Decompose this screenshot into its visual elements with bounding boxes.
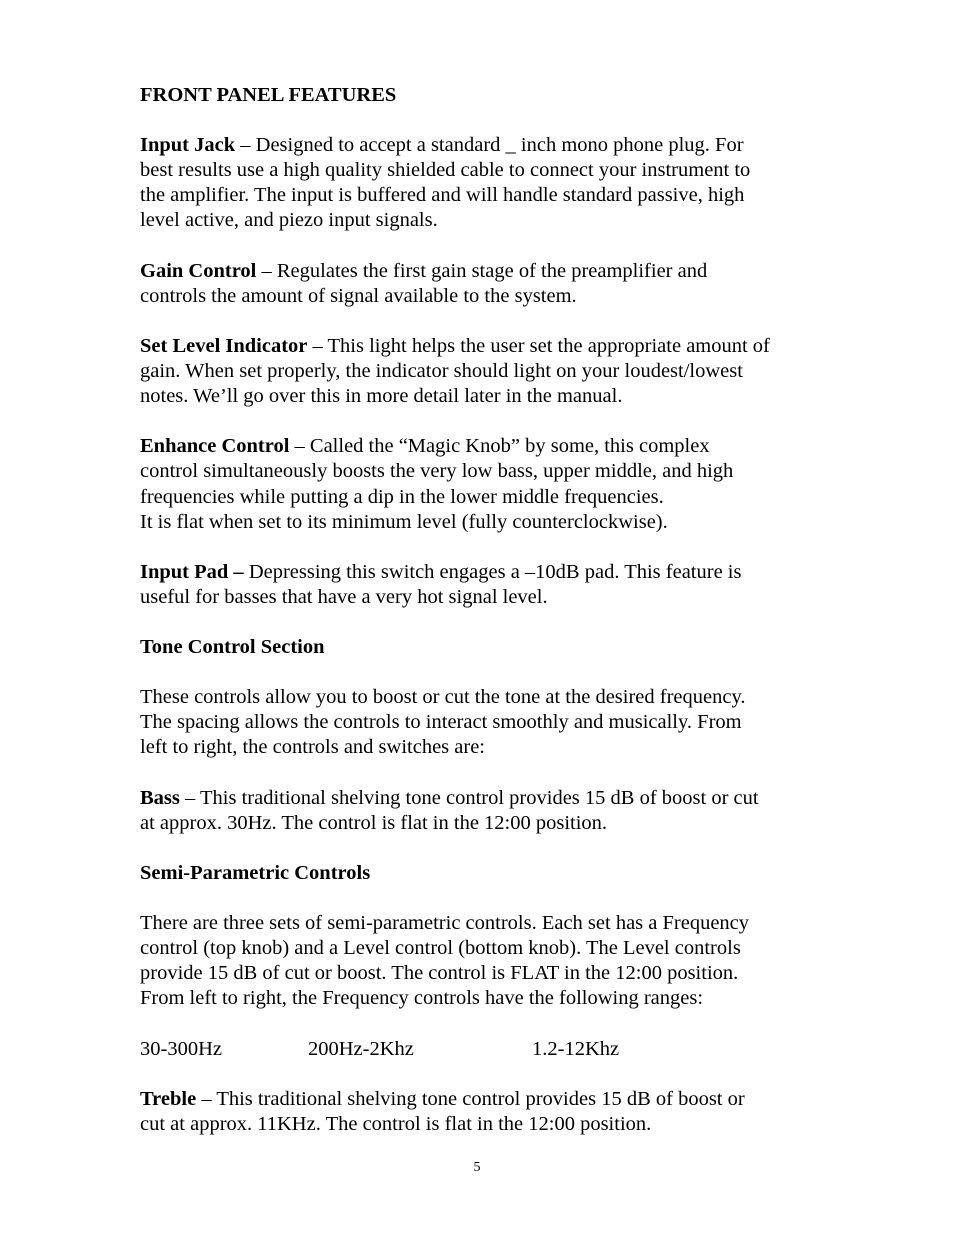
- bass-text-2: at approx. 30Hz. The control is flat in the 12:00 position.: [140, 811, 608, 834]
- semi-parametric-heading: [140, 861, 830, 886]
- set-level-indicator-paragraph: [140, 334, 830, 409]
- enhance-control-text-2: control simultaneously boosts the very low bass, upper middle, and high: [140, 460, 734, 483]
- set-level-indicator-term: Set Level Indicator: [140, 334, 308, 357]
- bass-paragraph: [140, 786, 830, 836]
- page-number: 5: [473, 1160, 481, 1175]
- semi-parametric-heading-text: Semi-Parametric Controls: [140, 861, 371, 884]
- tone-control-text-3: left to right, the controls and switches are:: [140, 736, 485, 759]
- frequency-range-high: 1.2-12Khz: [532, 1037, 620, 1060]
- input-pad-text-1: Depressing this switch engages a –10dB pad. This feature is: [243, 560, 742, 583]
- input-jack-text-2: best results use a high quality shielded cable to connect your instrument to: [140, 159, 751, 182]
- input-pad-term: Input Pad –: [140, 560, 244, 583]
- input-pad-paragraph: [140, 560, 830, 610]
- semi-parametric-text-3: provide 15 dB of cut or boost. The control is FLAT in the 12:00 position.: [140, 962, 739, 985]
- set-level-indicator-text-1: – This light helps the user set the appropriate amount of: [307, 334, 770, 357]
- input-pad-text-2: useful for basses that have a very hot signal level.: [140, 585, 548, 608]
- set-level-indicator-text-3: notes. We’ll go over this in more detail later in the manual.: [140, 385, 623, 408]
- enhance-control-text-1: – Called the “Magic Knob” by some, this complex: [289, 435, 710, 458]
- input-jack-text-4: level active, and piezo input signals.: [140, 209, 438, 232]
- section-heading: FRONT PANEL FEATURES: [140, 84, 397, 106]
- tone-control-paragraph: [140, 685, 830, 760]
- enhance-control-text-3: frequencies while putting a dip in the lower middle frequencies.: [140, 485, 664, 508]
- page-content: [140, 83, 830, 1162]
- gain-control-text-2: controls the amount of signal available to the system.: [140, 284, 577, 307]
- semi-parametric-text-4: From left to right, the Frequency controls have the following ranges:: [140, 987, 704, 1010]
- input-jack-term: Input Jack: [140, 134, 236, 157]
- semi-parametric-paragraph: [140, 911, 830, 1011]
- frequency-range-mid: 200Hz-2Khz: [308, 1037, 414, 1060]
- enhance-control-paragraph: [140, 434, 830, 534]
- bass-term: Bass: [140, 786, 180, 809]
- input-jack-paragraph: [140, 133, 830, 233]
- treble-text-2: cut at approx. 11KHz. The control is flat in the 12:00 position.: [140, 1112, 652, 1135]
- gain-control-paragraph: [140, 259, 830, 309]
- input-jack-text-3: the amplifier. The input is buffered and will handle standard passive, high: [140, 184, 745, 207]
- semi-parametric-text-1: There are three sets of semi-parametric controls. Each set has a Frequency: [140, 912, 750, 935]
- gain-control-text-1: – Regulates the first gain stage of the preamplifier and: [256, 259, 708, 282]
- semi-parametric-text-2: control (top knob) and a Level control (bottom knob). The Level controls: [140, 937, 741, 960]
- treble-term: Treble: [140, 1087, 197, 1110]
- tone-control-text-1: These controls allow you to boost or cut the tone at the desired frequency.: [140, 686, 746, 709]
- tone-control-heading: [140, 635, 830, 660]
- gain-control-term: Gain Control: [140, 259, 257, 282]
- frequency-range-low: 30-300Hz: [140, 1037, 222, 1060]
- front-panel-heading: [140, 83, 830, 108]
- enhance-control-term: Enhance Control: [140, 435, 290, 458]
- tone-control-heading-text: Tone Control Section: [140, 636, 325, 659]
- input-jack-text-1: – Designed to accept a standard _ inch mono phone plug. For: [235, 134, 744, 157]
- enhance-control-text-4: It is flat when set to its minimum level (fully counterclockwise).: [140, 510, 668, 533]
- treble-text-1: – This traditional shelving tone control provides 15 dB of boost or: [196, 1087, 745, 1110]
- frequency-ranges-row: [140, 1037, 830, 1062]
- tone-control-text-2: The spacing allows the controls to interact smoothly and musically. From: [140, 711, 742, 734]
- treble-paragraph: [140, 1087, 830, 1137]
- set-level-indicator-text-2: gain. When set properly, the indicator should light on your loudest/lowest: [140, 360, 743, 383]
- bass-text-1: – This traditional shelving tone control provides 15 dB of boost or cut: [179, 786, 759, 809]
